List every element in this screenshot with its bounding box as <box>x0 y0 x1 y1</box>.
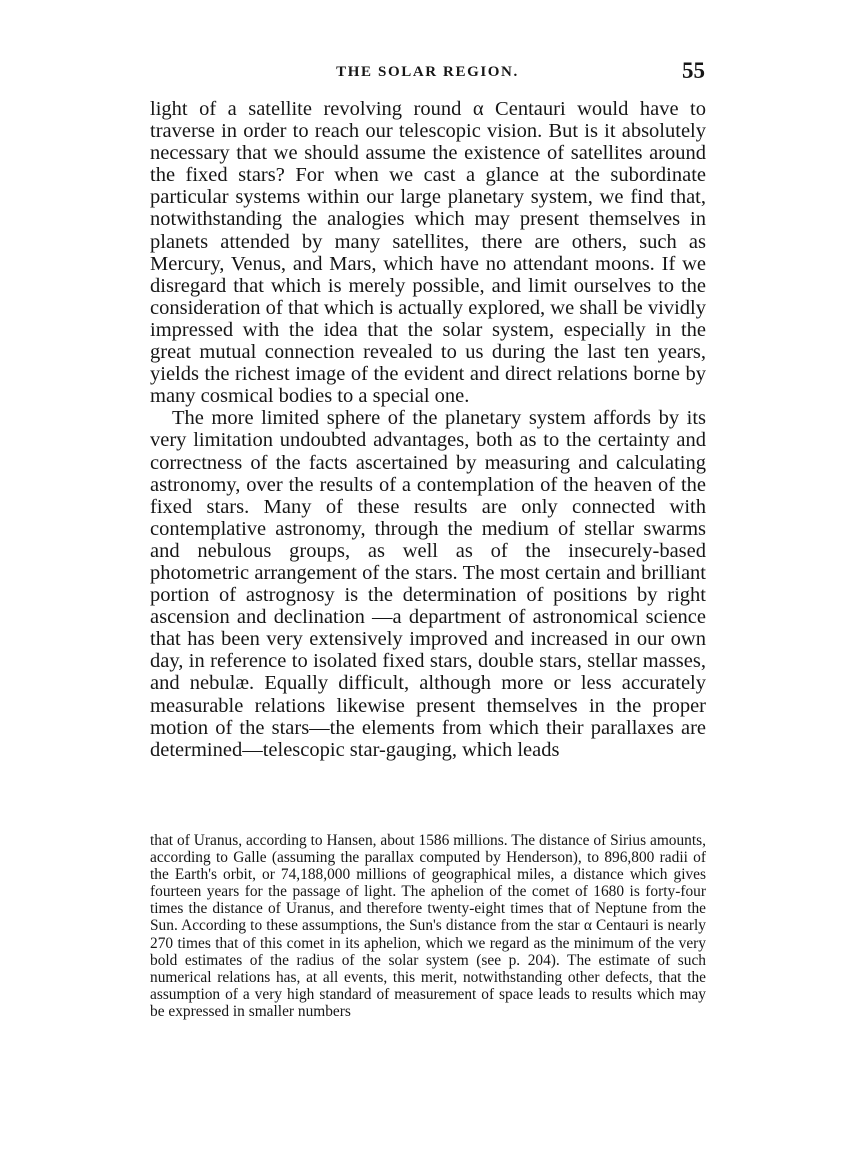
footnote-text: that of Uranus, according to Hansen, about 1586 millions. The distance of Sirius amounts, according to Galle (assuming the parallax computed by Henderson), to 896,800 radii of the Earth's orbit, or 74,188,000 millions of geographical miles, a distance which gives fourteen years for the passage of light. The aphelion of the comet of 1680 is forty-four times the distance of Uranus, and therefore twenty-eight times that of Neptune from the Sun. According to these assumptions, the Sun's distance from the star α Centauri is nearly 270 times that of this comet in its aphelion, which we regard as the minimum of the very bold estimates of the radius of the solar system (see p. 204). The estimate of such numerical relations has, at all events, this merit, notwithstanding other defects, that the assumption of a very high standard of measurement of space leads to results which may be expressed in smaller numbers <box>150 832 706 1020</box>
footnote <box>150 832 706 1020</box>
paragraph-2: The more limited sphere of the planetary system affords by its very limitation undoubted advantages, both as to the certainty and correctness of the facts ascertained by measuring and calculating astronomy, over the results of a contemplation of the heaven of the fixed stars. Many of these results are only connected with contemplative astronomy, through the medium of stellar swarms and nebulous groups, as well as of the insecurely-based photometric arrangement of the stars. The most certain and brilliant portion of astrognosy is the determination of positions by right ascension and declination —a department of astronomical science that has been very extensively improved and increased in our own day, in reference to isolated fixed stars, double stars, stellar masses, and nebulæ. Equally difficult, although more or less accurately measurable relations likewise present themselves in the proper motion of the stars—the elements from which their parallaxes are determined—telescopic star-gauging, which leads <box>150 407 706 761</box>
paragraph-1: light of a satellite revolving round α Centauri would have to traverse in order to reach our telescopic vision. But is it absolutely necessary that we should assume the existence of satellites around the fixed stars? For when we cast a glance at the subordinate particular systems within our large planetary system, we find that, notwithstanding the analogies which may present themselves in planets attended by many satellites, there are others, such as Mercury, Venus, and Mars, which have no attendant moons. If we disregard that which is merely possible, and limit ourselves to the consideration of that which is actually explored, we shall be vividly impressed with the idea that the solar system, especially in the great mutual connection revealed to us during the last ten years, yields the richest image of the evident and direct relations borne by many cosmical bodies to a special one. <box>150 98 706 408</box>
running-head: THE SOLAR REGION. <box>336 64 519 80</box>
body-text <box>150 98 706 761</box>
page-header <box>150 58 705 88</box>
page-number: 55 <box>682 58 705 83</box>
